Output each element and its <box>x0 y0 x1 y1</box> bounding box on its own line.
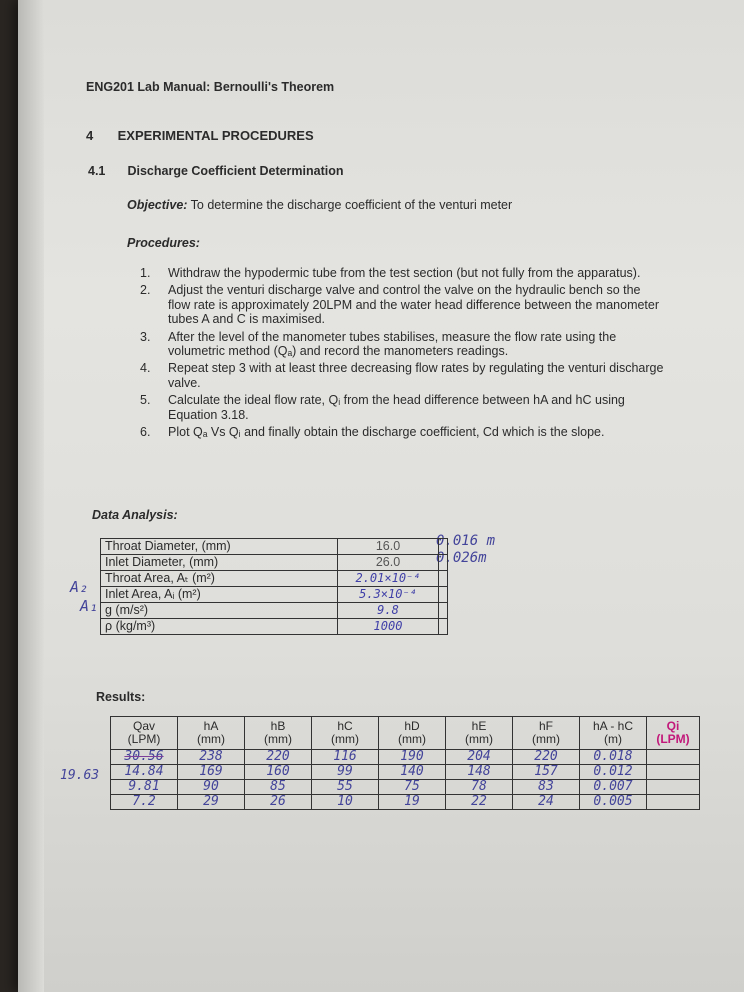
table-row: 14.84 169 160 99 140 148 157 0.012 <box>111 765 700 780</box>
page-edge-shadow <box>18 0 44 992</box>
margin-note-a2: A₂ <box>70 578 89 596</box>
table-row: 30.56 238 220 116 190 204 220 0.018 <box>111 750 700 765</box>
data-analysis-table <box>100 538 448 635</box>
table-row: g (m/s²) 9.8 <box>101 603 448 619</box>
procedure-steps <box>130 266 666 442</box>
col-header: hC (mm) <box>312 717 379 750</box>
procedure-step: 4. Repeat step 3 with at least three decreasing flow rates by regulating the venturi discharge valve. <box>140 361 664 390</box>
document-page <box>18 0 744 992</box>
document-header: ENG201 Lab Manual: Bernoulli's Theorem <box>86 80 335 94</box>
table-header-row <box>111 717 700 750</box>
table-row: Throat Diameter, (mm) 16.0 <box>101 539 448 555</box>
table-row: 7.2 29 26 10 19 22 24 0.005 <box>111 795 700 810</box>
procedure-step: 2. Adjust the venturi discharge valve and control the valve on the hydraulic bench so the flow rate is approximately 20LPM and the water head difference between the manometer tubes A and C is maximised. <box>140 283 660 327</box>
table-row: 9.81 90 85 55 75 78 83 0.007 <box>111 780 700 795</box>
col-header: hB (mm) <box>245 717 312 750</box>
section-title: EXPERIMENTAL PROCEDURES <box>117 128 314 143</box>
table-row: Inlet Area, Aᵢ (m²) 5.3×10⁻⁴ <box>101 587 448 603</box>
table-row: ρ (kg/m³) 1000 <box>101 619 448 635</box>
procedure-step: 6. Plot Qₐ Vs Qᵢ and finally obtain the discharge coefficient, Cd which is the slope. <box>140 425 605 440</box>
subsection-title: Discharge Coefficient Determination <box>127 164 344 178</box>
subsection-heading <box>88 164 344 178</box>
procedures-label: Procedures: <box>127 236 200 250</box>
col-header: Qav (LPM) <box>111 717 178 750</box>
col-header: hD (mm) <box>379 717 446 750</box>
data-analysis-label: Data Analysis: <box>92 508 178 522</box>
objective-label: Objective: <box>127 198 188 212</box>
table-row: Inlet Diameter, (mm) 26.0 <box>101 555 448 571</box>
results-table <box>110 716 700 810</box>
margin-value: 19.63 <box>60 768 100 783</box>
objective-text: To determine the discharge coefficient of the venturi meter <box>187 198 513 212</box>
col-header: hF (mm) <box>513 717 580 750</box>
side-note-throat: 0.016 m <box>436 533 496 549</box>
procedure-step: 1. Withdraw the hypodermic tube from the test section (but not fully from the apparatus). <box>140 266 641 280</box>
results-label: Results: <box>96 690 146 704</box>
col-header: hA - hC (m) <box>580 717 647 750</box>
section-number: 4 <box>86 128 94 143</box>
col-header: hE (mm) <box>446 717 513 750</box>
procedure-step: 5. Calculate the ideal flow rate, Qᵢ from the head difference between hA and hC using Equation 3.18. <box>140 393 625 422</box>
margin-note-a1: A₁ <box>80 597 99 615</box>
procedure-step: 3. After the level of the manometer tubes stabilises, measure the flow rate using the volumetric method (Qₐ) and record the manometers readings. <box>140 329 617 359</box>
side-note-inlet: 0.026m <box>436 550 487 566</box>
objective <box>127 198 512 212</box>
subsection-number: 4.1 <box>88 164 106 178</box>
col-header-qi: Qi (LPM) <box>647 717 700 750</box>
table-row: Throat Area, Aₜ (m²) 2.01×10⁻⁴ <box>101 571 448 587</box>
section-heading <box>86 128 314 143</box>
col-header: hA (mm) <box>178 717 245 750</box>
